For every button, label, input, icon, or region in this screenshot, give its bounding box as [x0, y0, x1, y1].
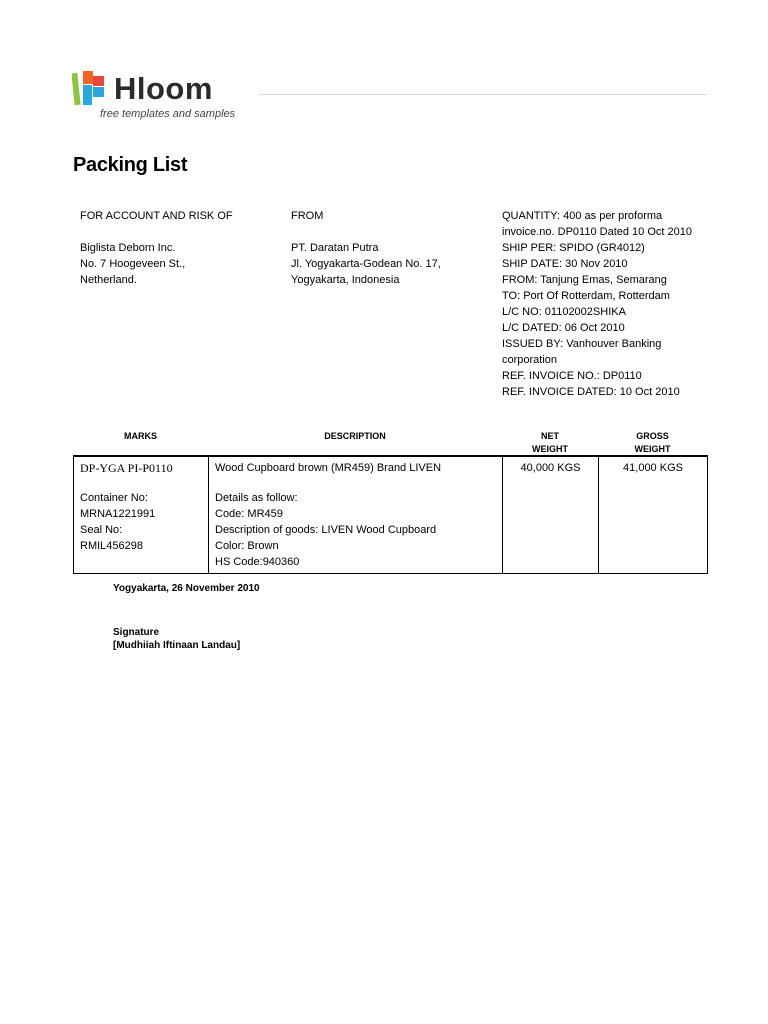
shipping-line: L/C DATED: 06 Oct 2010	[502, 322, 625, 334]
signature-label: Signature	[113, 627, 160, 638]
account-block	[80, 208, 233, 288]
hloom-logo	[72, 68, 262, 124]
column-header-marks: MARKS	[124, 431, 157, 441]
account-line: Netherland.	[80, 274, 137, 286]
mark-code: DP-YGA PI-P0110	[80, 461, 173, 475]
signature-name: [Mudhiiah Iftinaan Landau]	[113, 640, 241, 651]
from-line: Yogyakarta, Indonesia	[291, 274, 400, 286]
details-line: HS Code:940360	[215, 556, 300, 568]
description-cell	[209, 456, 503, 574]
shipping-line: REF. INVOICE NO.: DP0110	[502, 370, 642, 382]
account-heading: FOR ACCOUNT AND RISK OF	[80, 210, 233, 222]
from-block	[291, 208, 441, 288]
column-header-net-weight	[502, 430, 598, 456]
shipping-line: corporation	[502, 354, 558, 366]
page-title: Packing List	[73, 154, 188, 176]
net-weight-cell	[503, 456, 599, 574]
gross-weight-cell	[599, 456, 708, 574]
from-heading: FROM	[291, 210, 324, 222]
details-line: Color: Brown	[215, 540, 279, 552]
shipping-line: SHIP DATE: 30 Nov 2010	[502, 258, 628, 270]
account-line: Biglista Deborn Inc.	[80, 242, 176, 254]
details-line: Code: MR459	[215, 508, 283, 520]
column-header-gross-weight	[598, 430, 707, 456]
shipping-line: SHIP PER: SPIDO (GR4012)	[502, 242, 645, 254]
net-weight-value: 40,000 KGS	[520, 462, 581, 474]
net-header-line: NET	[541, 431, 559, 441]
gross-weight-value: 41,000 KGS	[623, 462, 683, 474]
shipping-line: QUANTITY: 400 as per proforma	[502, 210, 663, 222]
marks-cell	[74, 456, 209, 574]
place-date: Yogyakarta, 26 November 2010	[113, 583, 260, 594]
item-title: Wood Cupboard brown (MR459) Brand LIVEN	[215, 462, 442, 474]
logo-wordmark: Hloom	[114, 71, 213, 106]
gross-header-line: GROSS	[636, 431, 669, 441]
details-line: Description of goods: LIVEN Wood Cupboard	[215, 524, 437, 536]
shipping-block	[502, 208, 692, 400]
from-line: Jl. Yogyakarta-Godean No. 17,	[291, 258, 441, 270]
shipping-line: L/C NO: 01102002SHIKA	[502, 306, 626, 318]
net-header-line: WEIGHT	[532, 444, 568, 454]
seal-number: RMIL456298	[80, 540, 143, 552]
table-row	[74, 456, 708, 574]
seal-label: Seal No:	[80, 524, 123, 536]
shipping-line: invoice.no. DP0110 Dated 10 Oct 2010	[502, 226, 692, 238]
container-number: MRNA1221991	[80, 508, 156, 520]
details-line: Details as follow:	[215, 492, 298, 504]
header-divider	[259, 94, 707, 95]
shipping-line: ISSUED BY: Vanhouver Banking	[502, 338, 662, 350]
logo-tagline: free templates and samples	[100, 108, 236, 120]
container-label: Container No:	[80, 492, 148, 504]
shipping-line: FROM: Tanjung Emas, Semarang	[502, 274, 667, 286]
from-line: PT. Daratan Putra	[291, 242, 379, 254]
packing-table	[73, 455, 708, 574]
account-line: No. 7 Hoogeveen St.,	[80, 258, 186, 270]
column-header-description: DESCRIPTION	[324, 431, 386, 441]
shipping-line: REF. INVOICE DATED: 10 Oct 2010	[502, 386, 680, 398]
gross-header-line: WEIGHT	[634, 444, 671, 454]
shipping-line: TO: Port Of Rotterdam, Rotterdam	[502, 290, 670, 302]
hloom-logo-icon	[72, 70, 108, 106]
